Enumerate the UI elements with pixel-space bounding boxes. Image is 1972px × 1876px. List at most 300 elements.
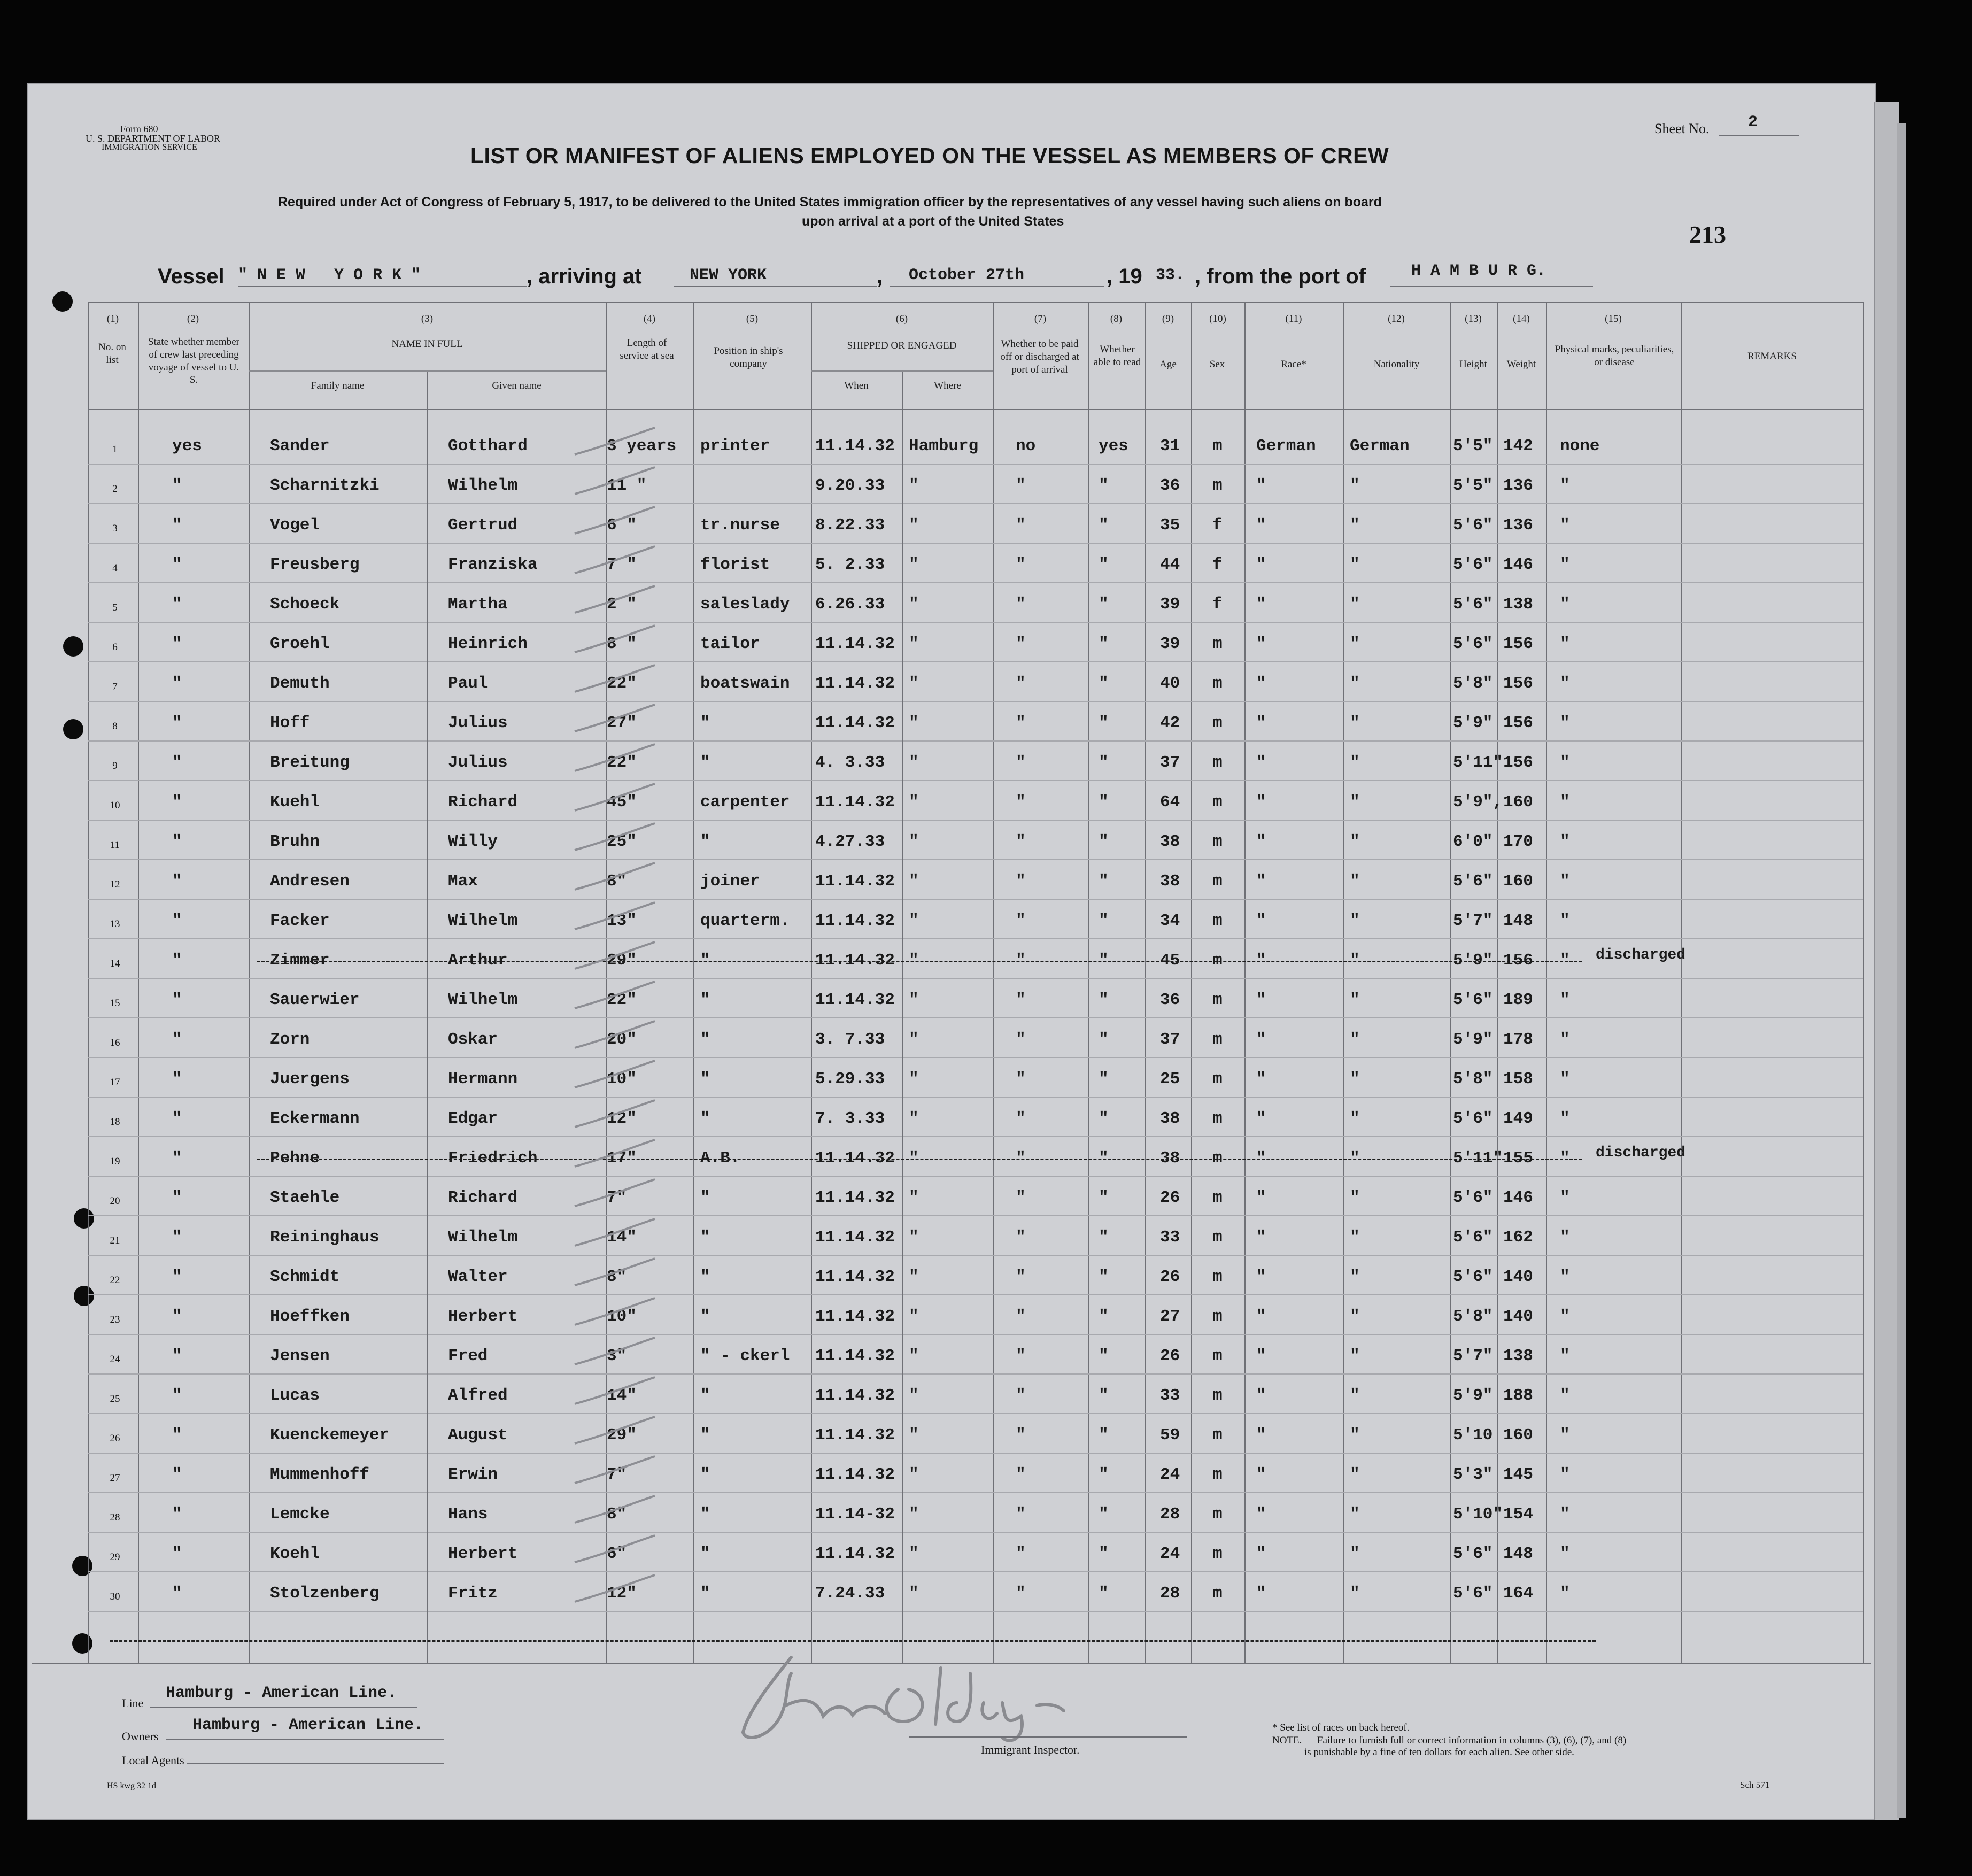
length-of-service-cell: 10" [607, 1070, 637, 1088]
race-cell: " [1256, 1386, 1266, 1405]
length-of-service-cell: 2 " [607, 595, 637, 614]
physical-marks-cell: " [1560, 555, 1570, 574]
stacked-page-edge-back [1897, 123, 1906, 1818]
given-name-cell: Wilhelm [448, 991, 518, 1009]
height-cell: 5'5" [1453, 476, 1493, 495]
column-rule [1244, 302, 1246, 1663]
height-cell: 5'7" [1453, 912, 1493, 930]
year-prefix: , 19 [1107, 265, 1142, 288]
given-name-cell: Wilhelm [448, 912, 518, 930]
paid-off-cell: " [1016, 1109, 1026, 1128]
position-cell: " [700, 1465, 710, 1484]
length-of-service-cell: 3" [607, 1347, 627, 1365]
age-cell: 36 [1160, 991, 1180, 1009]
able-to-read-cell: " [1099, 1347, 1109, 1365]
position-cell: " [700, 1070, 710, 1088]
weight-cell: 145 [1503, 1465, 1533, 1484]
sex-cell: m [1212, 872, 1223, 891]
length-of-service-cell: 12" [607, 1109, 637, 1128]
shipped-when-cell: 7.24.33 [815, 1584, 885, 1603]
shipped-when-cell: 11.14.32 [815, 991, 895, 1009]
department-label: U. S. DEPARTMENT OF LABOR [86, 133, 220, 144]
nationality-cell: " [1350, 1545, 1360, 1563]
sex-cell: m [1212, 1070, 1223, 1088]
row-rule [88, 1176, 1863, 1177]
given-name-cell: August [448, 1426, 508, 1445]
family-given-divider [427, 372, 428, 1663]
nationality-cell: " [1350, 476, 1360, 495]
height-cell: 5'6" [1453, 1228, 1493, 1247]
shipped-where-cell: " [909, 1030, 919, 1049]
check-mark-icon [572, 979, 658, 1011]
age-cell: 34 [1160, 912, 1180, 930]
able-to-read-cell: " [1099, 1149, 1109, 1168]
column-number: (12) [1388, 313, 1405, 325]
age-cell: 26 [1160, 1268, 1180, 1286]
member-of-crew-cell: " [172, 1188, 182, 1207]
height-cell: 5'11" [1453, 1149, 1503, 1168]
row-number: 2 [112, 483, 118, 495]
row-number: 19 [110, 1156, 120, 1167]
when-where-divider [902, 372, 903, 1663]
weight-cell: 140 [1503, 1268, 1533, 1286]
family-name-cell: Koehl [270, 1545, 320, 1563]
length-of-service-cell: 7" [607, 1188, 627, 1207]
shipped-when-cell: 11.14.32 [815, 437, 895, 456]
shipped-when-cell: 9.20.33 [815, 476, 885, 495]
shipped-where-cell: " [909, 912, 919, 930]
column-rule [88, 302, 89, 1663]
row-number: 1 [112, 444, 118, 455]
race-cell: German [1256, 437, 1316, 456]
check-mark-icon [572, 781, 658, 813]
check-mark-icon [572, 900, 658, 932]
able-to-read-cell: " [1099, 753, 1109, 772]
position-cell: " [700, 1505, 710, 1524]
check-mark-icon [572, 544, 658, 576]
sex-cell: m [1212, 1149, 1223, 1168]
height-cell: 5'6" [1453, 635, 1493, 653]
check-mark-icon [572, 1533, 658, 1565]
row-number: 20 [110, 1195, 120, 1207]
row-rule [88, 622, 1863, 623]
age-cell: 27 [1160, 1307, 1180, 1326]
physical-marks-cell: " [1560, 1070, 1570, 1088]
check-mark-icon [572, 702, 658, 734]
header-shipped-engaged: SHIPPED OR ENGAGED [847, 340, 957, 351]
height-cell: 5'9" [1453, 951, 1493, 970]
member-of-crew-cell: " [172, 1307, 182, 1326]
given-name-cell: Edgar [448, 1109, 498, 1128]
column-number: (2) [187, 313, 199, 325]
shipped-where-cell: " [909, 951, 919, 970]
position-cell: " - ckerl [700, 1347, 790, 1365]
given-name-cell: Julius [448, 714, 508, 732]
column-number: (6) [895, 313, 908, 325]
header-weight: Weight [1506, 359, 1536, 370]
row-rule [88, 1097, 1863, 1098]
race-cell: " [1256, 832, 1266, 851]
row-rule [88, 582, 1863, 583]
shipped-where-cell: " [909, 516, 919, 535]
print-code: HS kwg 32 1d [107, 1781, 157, 1790]
length-of-service-cell: 22" [607, 674, 637, 693]
race-cell: " [1256, 1465, 1266, 1484]
member-of-crew-cell: " [172, 635, 182, 653]
physical-marks-cell: " [1560, 793, 1570, 812]
remarks-cell: discharged [1596, 947, 1686, 963]
physical-marks-cell: " [1560, 1426, 1570, 1445]
length-of-service-cell: 17" [607, 1149, 637, 1168]
row-number: 26 [110, 1433, 120, 1444]
position-cell: " [700, 753, 710, 772]
given-name-cell: Wilhelm [448, 1228, 518, 1247]
shipped-where-cell: " [909, 1426, 919, 1445]
race-cell: " [1256, 1584, 1266, 1603]
position-cell: saleslady [700, 595, 790, 614]
shipped-where-cell: " [909, 793, 919, 812]
physical-marks-cell: " [1560, 714, 1570, 732]
family-name-cell: Zorn [270, 1030, 310, 1049]
shipped-when-cell: 11.14.32 [815, 912, 895, 930]
weight-cell: 136 [1503, 476, 1533, 495]
column-number: (9) [1162, 313, 1174, 325]
race-cell: " [1256, 555, 1266, 574]
position-cell: A.B. [700, 1149, 740, 1168]
member-of-crew-cell: " [172, 872, 182, 891]
height-cell: 5'6" [1453, 991, 1493, 1009]
physical-marks-cell: " [1560, 1228, 1570, 1247]
paid-off-cell: " [1016, 555, 1026, 574]
weight-cell: 142 [1503, 437, 1533, 456]
inspector-signature [706, 1652, 1187, 1748]
weight-cell: 164 [1503, 1584, 1533, 1603]
paid-off-cell: " [1016, 1465, 1026, 1484]
weight-cell: 149 [1503, 1109, 1533, 1128]
height-cell: 5'8" [1453, 674, 1493, 693]
position-cell: " [700, 832, 710, 851]
nationality-cell: " [1350, 516, 1360, 535]
end-of-list-dashes [110, 1640, 1596, 1642]
physical-marks-cell: " [1560, 1386, 1570, 1405]
able-to-read-cell: " [1099, 951, 1109, 970]
arriving-line [674, 286, 877, 287]
length-of-service-cell: 8" [607, 872, 627, 891]
given-name-cell: Max [448, 872, 478, 891]
header-when: When [844, 380, 869, 391]
given-name-cell: Richard [448, 1188, 518, 1207]
height-cell: 5'6" [1453, 1268, 1493, 1286]
member-of-crew-cell: " [172, 832, 182, 851]
age-cell: 38 [1160, 872, 1180, 891]
check-mark-icon [572, 1335, 658, 1367]
able-to-read-cell: " [1099, 714, 1109, 732]
nationality-cell: " [1350, 832, 1360, 851]
paid-off-cell: " [1016, 872, 1026, 891]
local-agents-label: Local Agents [122, 1754, 184, 1767]
penalty-note-line-1: NOTE. — Failure to furnish full or correct information in columns (3), (6), (7), and (8) [1272, 1735, 1627, 1746]
member-of-crew-cell: " [172, 1584, 182, 1603]
age-cell: 36 [1160, 476, 1180, 495]
check-mark-icon [572, 742, 658, 774]
member-of-crew-cell: " [172, 1070, 182, 1088]
age-cell: 40 [1160, 674, 1180, 693]
family-name-cell: Andresen [270, 872, 350, 891]
nationality-cell: " [1350, 1070, 1360, 1088]
position-cell: printer [700, 437, 770, 456]
local-agents-underline [187, 1763, 444, 1764]
physical-marks-cell: " [1560, 951, 1570, 970]
family-name-cell: Facker [270, 912, 330, 930]
check-mark-icon [572, 1414, 658, 1446]
table-top-border [88, 302, 1863, 303]
shipped-when-cell: 11.14.32 [815, 674, 895, 693]
height-cell: 5'6" [1453, 1188, 1493, 1207]
length-of-service-cell: 22" [607, 991, 637, 1009]
age-cell: 42 [1160, 714, 1180, 732]
row-number: 15 [110, 998, 120, 1009]
row-rule [88, 1017, 1863, 1018]
check-mark-icon [572, 1058, 658, 1090]
family-name-cell: Scharnitzki [270, 476, 380, 495]
length-of-service-cell: 8" [607, 1268, 627, 1286]
race-cell: " [1256, 1268, 1266, 1286]
paid-off-cell: " [1016, 991, 1026, 1009]
paid-off-cell: " [1016, 1505, 1026, 1524]
arriving-label: , arriving at [527, 265, 642, 288]
shipped-when-cell: 11.14.32 [815, 1347, 895, 1365]
length-of-service-cell: 29" [607, 951, 637, 970]
position-cell: tr.nurse [700, 516, 780, 535]
check-mark-icon [572, 1256, 658, 1288]
paid-off-cell: " [1016, 516, 1026, 535]
shipped-when-cell: 3. 7.33 [815, 1030, 885, 1049]
check-mark-icon [572, 1216, 658, 1248]
sheet-number-line [1719, 135, 1799, 136]
race-cell: " [1256, 951, 1266, 970]
header-position: Position in ship's company [714, 345, 783, 369]
paid-off-cell: " [1016, 1188, 1026, 1207]
shipped-where-cell: " [909, 1149, 919, 1168]
height-cell: 5'6" [1453, 555, 1493, 574]
age-cell: 33 [1160, 1386, 1180, 1405]
length-of-service-cell: 27" [607, 714, 637, 732]
weight-cell: 136 [1503, 516, 1533, 535]
length-of-service-cell: 14" [607, 1386, 637, 1405]
arrival-date: October 27th [909, 266, 1025, 284]
weight-cell: 178 [1503, 1030, 1533, 1049]
row-number: 9 [112, 760, 118, 771]
height-cell: 5'3" [1453, 1465, 1493, 1484]
schedule-code: Sch 571 [1740, 1780, 1770, 1790]
header-where: Where [934, 380, 961, 391]
family-name-cell: Schoeck [270, 595, 340, 614]
column-rule [1191, 302, 1192, 1663]
able-to-read-cell: " [1099, 1545, 1109, 1563]
given-name-cell: Gotthard [448, 437, 528, 456]
height-cell: 5'5" [1453, 437, 1493, 456]
remarks-cell: discharged [1596, 1145, 1686, 1161]
given-name-cell: Friedrich [448, 1149, 538, 1168]
comma-separator: , [877, 265, 883, 288]
shipped-where-cell: " [909, 595, 919, 614]
row-rule [88, 1215, 1863, 1216]
check-mark-icon [572, 1295, 658, 1327]
row-rule [88, 701, 1863, 702]
physical-marks-cell: " [1560, 476, 1570, 495]
race-cell: " [1256, 1228, 1266, 1247]
row-rule [88, 1532, 1863, 1533]
paid-off-cell: " [1016, 1386, 1026, 1405]
length-of-service-cell: 13" [607, 912, 637, 930]
position-cell: " [700, 1386, 710, 1405]
member-of-crew-cell: " [172, 674, 182, 693]
row-number: 28 [110, 1512, 120, 1523]
shipped-where-cell: " [909, 872, 919, 891]
family-name-cell: Groehl [270, 635, 330, 653]
column-rule [993, 302, 994, 1663]
age-cell: 64 [1160, 793, 1180, 812]
age-cell: 31 [1160, 437, 1180, 456]
binding-hole [63, 636, 83, 657]
paid-off-cell: " [1016, 1584, 1026, 1603]
nationality-cell: " [1350, 951, 1360, 970]
height-cell: 5'9" [1453, 714, 1493, 732]
able-to-read-cell: " [1099, 1386, 1109, 1405]
length-of-service-cell: 12" [607, 1584, 637, 1603]
physical-marks-cell: " [1560, 516, 1570, 535]
paid-off-cell: " [1016, 793, 1026, 812]
physical-marks-cell: none [1560, 437, 1600, 456]
row-rule [88, 859, 1863, 860]
nationality-cell: " [1350, 714, 1360, 732]
subtitle-line-2: upon arrival at a port of the United States [802, 214, 1064, 229]
row-rule [88, 1611, 1863, 1612]
family-name-cell: Lucas [270, 1386, 320, 1405]
sex-cell: m [1212, 1386, 1223, 1405]
shipped-when-cell: 11.14.32 [815, 1307, 895, 1326]
check-mark-icon [572, 1098, 658, 1130]
nationality-cell: " [1350, 1030, 1360, 1049]
sex-cell: f [1212, 595, 1223, 614]
nationality-cell: " [1350, 872, 1360, 891]
given-name-cell: Martha [448, 595, 508, 614]
row-rule [88, 1255, 1863, 1256]
shipped-where-cell: " [909, 1584, 919, 1603]
shipped-where-cell: " [909, 1228, 919, 1247]
able-to-read-cell: " [1099, 991, 1109, 1009]
paid-off-cell: " [1016, 1426, 1026, 1445]
column-number: (5) [746, 313, 759, 325]
race-cell: " [1256, 753, 1266, 772]
column-rule [1546, 302, 1547, 1663]
family-name-cell: Juergens [270, 1070, 350, 1088]
given-name-cell: Hans [448, 1505, 488, 1524]
shipped-when-cell: 11.14.32 [815, 1228, 895, 1247]
paid-off-cell: " [1016, 1149, 1026, 1168]
shipped-where-cell: " [909, 1188, 919, 1207]
column-rule [1681, 302, 1682, 1663]
sex-cell: m [1212, 635, 1223, 653]
member-of-crew-cell: " [172, 714, 182, 732]
sex-cell: m [1212, 1545, 1223, 1563]
nationality-cell: German [1350, 437, 1410, 456]
race-cell: " [1256, 476, 1266, 495]
weight-cell: 146 [1503, 555, 1533, 574]
physical-marks-cell: " [1560, 1307, 1570, 1326]
nationality-cell: " [1350, 1268, 1360, 1286]
member-of-crew-cell: " [172, 1465, 182, 1484]
row-number: 21 [110, 1235, 120, 1246]
shipped-when-cell: 11.14.32 [815, 1149, 895, 1168]
able-to-read-cell: " [1099, 793, 1109, 812]
row-rule [88, 820, 1863, 821]
row-number: 4 [112, 562, 118, 574]
position-cell: joiner [700, 872, 760, 891]
header-physical-marks: Physical marks, peculiarities, or disease [1555, 344, 1674, 368]
sex-cell: m [1212, 951, 1223, 970]
able-to-read-cell: " [1099, 1228, 1109, 1247]
weight-cell: 156 [1503, 635, 1533, 653]
physical-marks-cell: " [1560, 1109, 1570, 1128]
family-name-cell: Sauerwier [270, 991, 360, 1009]
family-name-cell: Kuenckemeyer [270, 1426, 390, 1445]
sex-cell: m [1212, 1268, 1223, 1286]
race-cell: " [1256, 1307, 1266, 1326]
family-name-cell: Kuehl [270, 793, 320, 812]
physical-marks-cell: " [1560, 1347, 1570, 1365]
race-cell: " [1256, 1505, 1266, 1524]
given-name-cell: Fred [448, 1347, 488, 1365]
member-of-crew-cell: " [172, 793, 182, 812]
height-cell: 5'6" [1453, 1584, 1493, 1603]
able-to-read-cell: " [1099, 1109, 1109, 1128]
nationality-cell: " [1350, 1426, 1360, 1445]
able-to-read-cell: " [1099, 476, 1109, 495]
binding-hole [74, 1208, 94, 1229]
row-rule [88, 1373, 1863, 1375]
weight-cell: 160 [1503, 872, 1533, 891]
shipped-where-cell: " [909, 555, 919, 574]
binding-hole [72, 1556, 92, 1576]
check-mark-icon [572, 504, 658, 536]
weight-cell: 146 [1503, 1188, 1533, 1207]
shipped-when-cell: 4. 3.33 [815, 753, 885, 772]
position-cell: tailor [700, 635, 760, 653]
length-of-service-cell: 29" [607, 1426, 637, 1445]
height-cell: 5'7" [1453, 1347, 1493, 1365]
row-number: 30 [110, 1591, 120, 1602]
column-rule [1088, 302, 1089, 1663]
family-name-cell: Eckermann [270, 1109, 360, 1128]
header-name-in-full: NAME IN FULL [391, 338, 463, 350]
inspector-underline [909, 1736, 1187, 1738]
weight-cell: 156 [1503, 674, 1533, 693]
column-number: (3) [421, 313, 434, 325]
column-number: (14) [1513, 313, 1530, 325]
given-name-cell: Herbert [448, 1307, 518, 1326]
position-cell: " [700, 951, 710, 970]
paid-off-cell: " [1016, 674, 1026, 693]
age-cell: 37 [1160, 753, 1180, 772]
row-number: 17 [110, 1077, 120, 1088]
row-number: 16 [110, 1037, 120, 1048]
able-to-read-cell: " [1099, 832, 1109, 851]
member-of-crew-cell: " [172, 1228, 182, 1247]
length-of-service-cell: 14" [607, 1228, 637, 1247]
stacked-page-edge [1874, 102, 1899, 1820]
column-rule [1343, 302, 1344, 1663]
